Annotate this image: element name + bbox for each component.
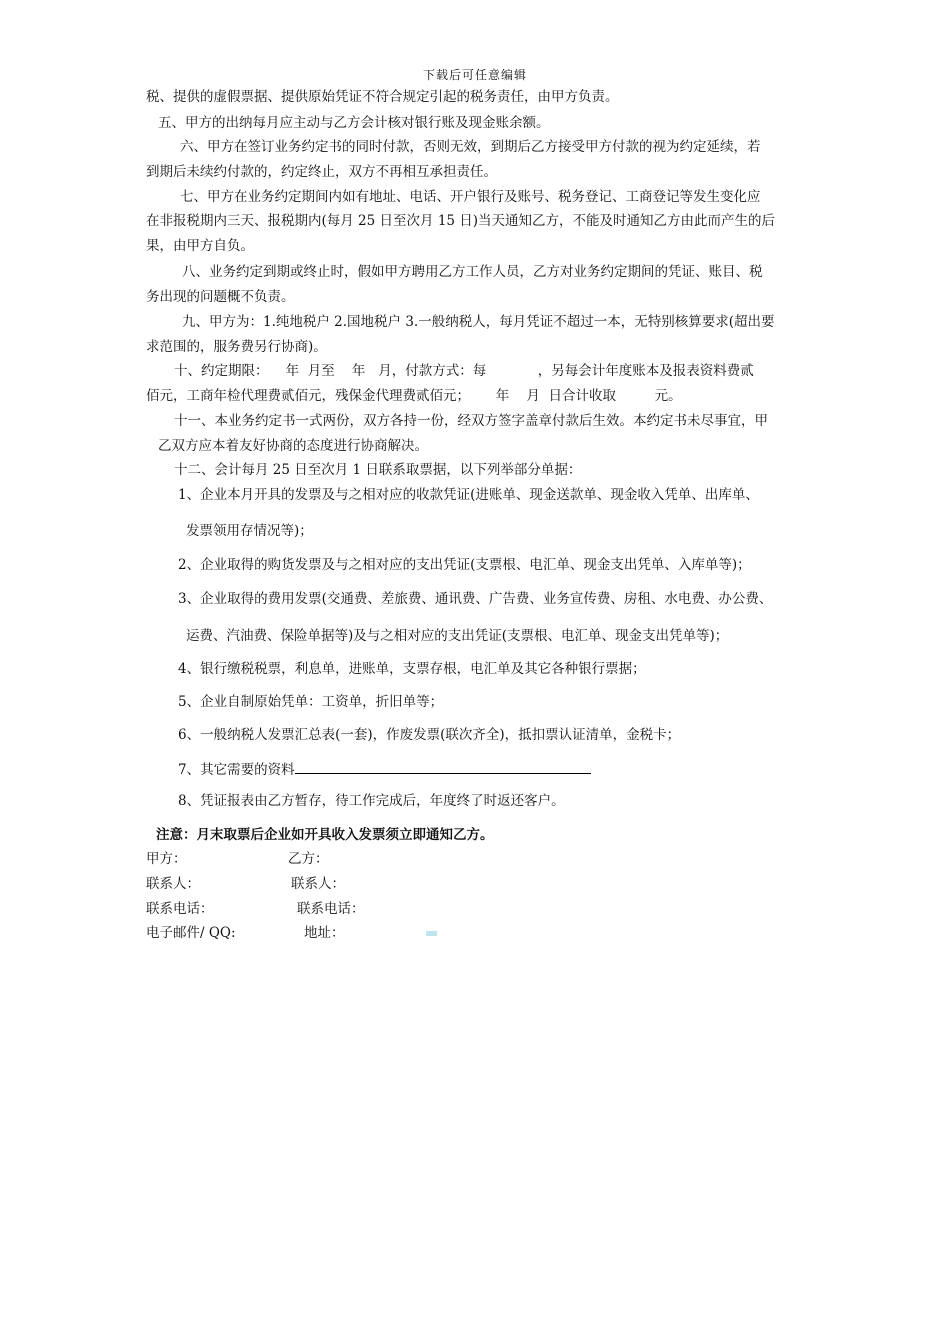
email-qq-label: 电子邮件/ QQ: <box>146 925 236 941</box>
item-7 <box>178 759 591 779</box>
fill-in-blank-line <box>295 759 591 774</box>
contact-b-label: 联系人： <box>291 876 345 892</box>
phone-b-label: 联系电话： <box>297 901 365 917</box>
party-a-label: 甲方： <box>146 851 187 867</box>
item-6: 6、一般纳税人发票汇总表(一套)，作废发票(联次齐全)，抵扣票认证清单，金税卡； <box>178 727 681 743</box>
item-7-label: 7、其它需要的资料 <box>178 762 295 778</box>
clause-6-line-1: 六、甲方在签订业务约定书的同时付款，否则无效，到期后乙方接受甲方付款的视为约定延续，若 <box>180 139 761 155</box>
clause-4-continuation: 税、提供的虚假票据、提供原始凭证不符合规定引起的税务责任，由甲方负责。 <box>146 89 619 105</box>
clause-9-line-2: 求范围的，服务费另行协商)。 <box>146 339 327 355</box>
highlight-mark <box>426 931 437 936</box>
phone-a-label: 联系电话： <box>146 901 214 917</box>
item-2: 2、企业取得的购货发票及与之相对应的支出凭证(支票根、电汇单、现金支出凭单、入库单等)； <box>178 557 751 573</box>
clause-6-line-2: 到期后未续约付款的，约定终止，双方不再相互承担责任。 <box>146 164 497 180</box>
clause-11-line-2: 乙双方应本着友好协商的态度进行协商解决。 <box>158 438 428 454</box>
page-header: 下载后可任意编辑 <box>422 68 527 82</box>
item-3-line-1: 3、企业取得的费用发票(交通费、差旅费、通讯费、广告费、业务宣传费、房租、水电费、办公费、 <box>178 591 773 607</box>
address-label: 地址： <box>304 925 345 941</box>
item-5: 5、企业自制原始凭单：工资单，折旧单等； <box>178 694 444 710</box>
clause-7-line-2: 在非报税期内三天、报税期内(每月 25 日至次月 15 日)当天通知乙方，不能及时通知乙方由此而产生的后 <box>146 213 776 229</box>
item-1-line-1: 1、企业本月开具的发票及与之相对应的收款凭证(进账单、现金送款单、现金收入凭单、出库单、 <box>178 487 759 503</box>
clause-7-line-1: 七、甲方在业务约定期间内如有地址、电话、开户银行及账号、税务登记、工商登记等发生变化应 <box>180 189 761 205</box>
party-b-label: 乙方： <box>288 851 329 867</box>
clause-10-line-1: 十、约定期限： 年 月至 年 月，付款方式：每 ，另每会计年度账本及报表资料费贰 <box>174 363 754 379</box>
clause-12: 十二、会计每月 25 日至次月 1 日联系取票据，以下列举部分单据： <box>174 462 582 478</box>
clause-8-line-2: 务出现的问题概不负责。 <box>146 289 295 305</box>
item-1-line-2: 发票领用存情况等)； <box>186 523 313 539</box>
notice: 注意：月末取票后企业如开具收入发票须立即通知乙方。 <box>156 827 494 843</box>
clause-11-line-1: 十一、本业务约定书一式两份，双方各持一份，经双方签字盖章付款后生效。本约定书未尽事宜，甲 <box>174 413 768 429</box>
clause-7-line-3: 果，由甲方自负。 <box>146 238 254 254</box>
item-8: 8、凭证报表由乙方暂存，待工作完成后，年度终了时返还客户。 <box>178 793 565 809</box>
clause-9-line-1: 九、甲方为：1.纯地税户 2.国地税户 3.一般纳税人，每月凭证不超过一本，无特别核算要求(超出要 <box>182 314 775 330</box>
item-4: 4、银行缴税税票，利息单，进账单，支票存根，电汇单及其它各种银行票据； <box>178 661 646 677</box>
item-3-line-2: 运费、汽油费、保险单据等)及与之相对应的支出凭证(支票根、电汇单、现金支出凭单等)； <box>186 628 729 644</box>
clause-8-line-1: 八、业务约定到期或终止时，假如甲方聘用乙方工作人员，乙方对业务约定期间的凭证、账目、税 <box>182 264 763 280</box>
clause-10-line-2: 佰元，工商年检代理费贰佰元，残保金代理费贰佰元； 年 月 日合计收取 元。 <box>146 388 682 404</box>
contact-a-label: 联系人： <box>146 876 200 892</box>
clause-5: 五、甲方的出纳每月应主动与乙方会计核对银行账及现金账余额。 <box>158 115 550 131</box>
